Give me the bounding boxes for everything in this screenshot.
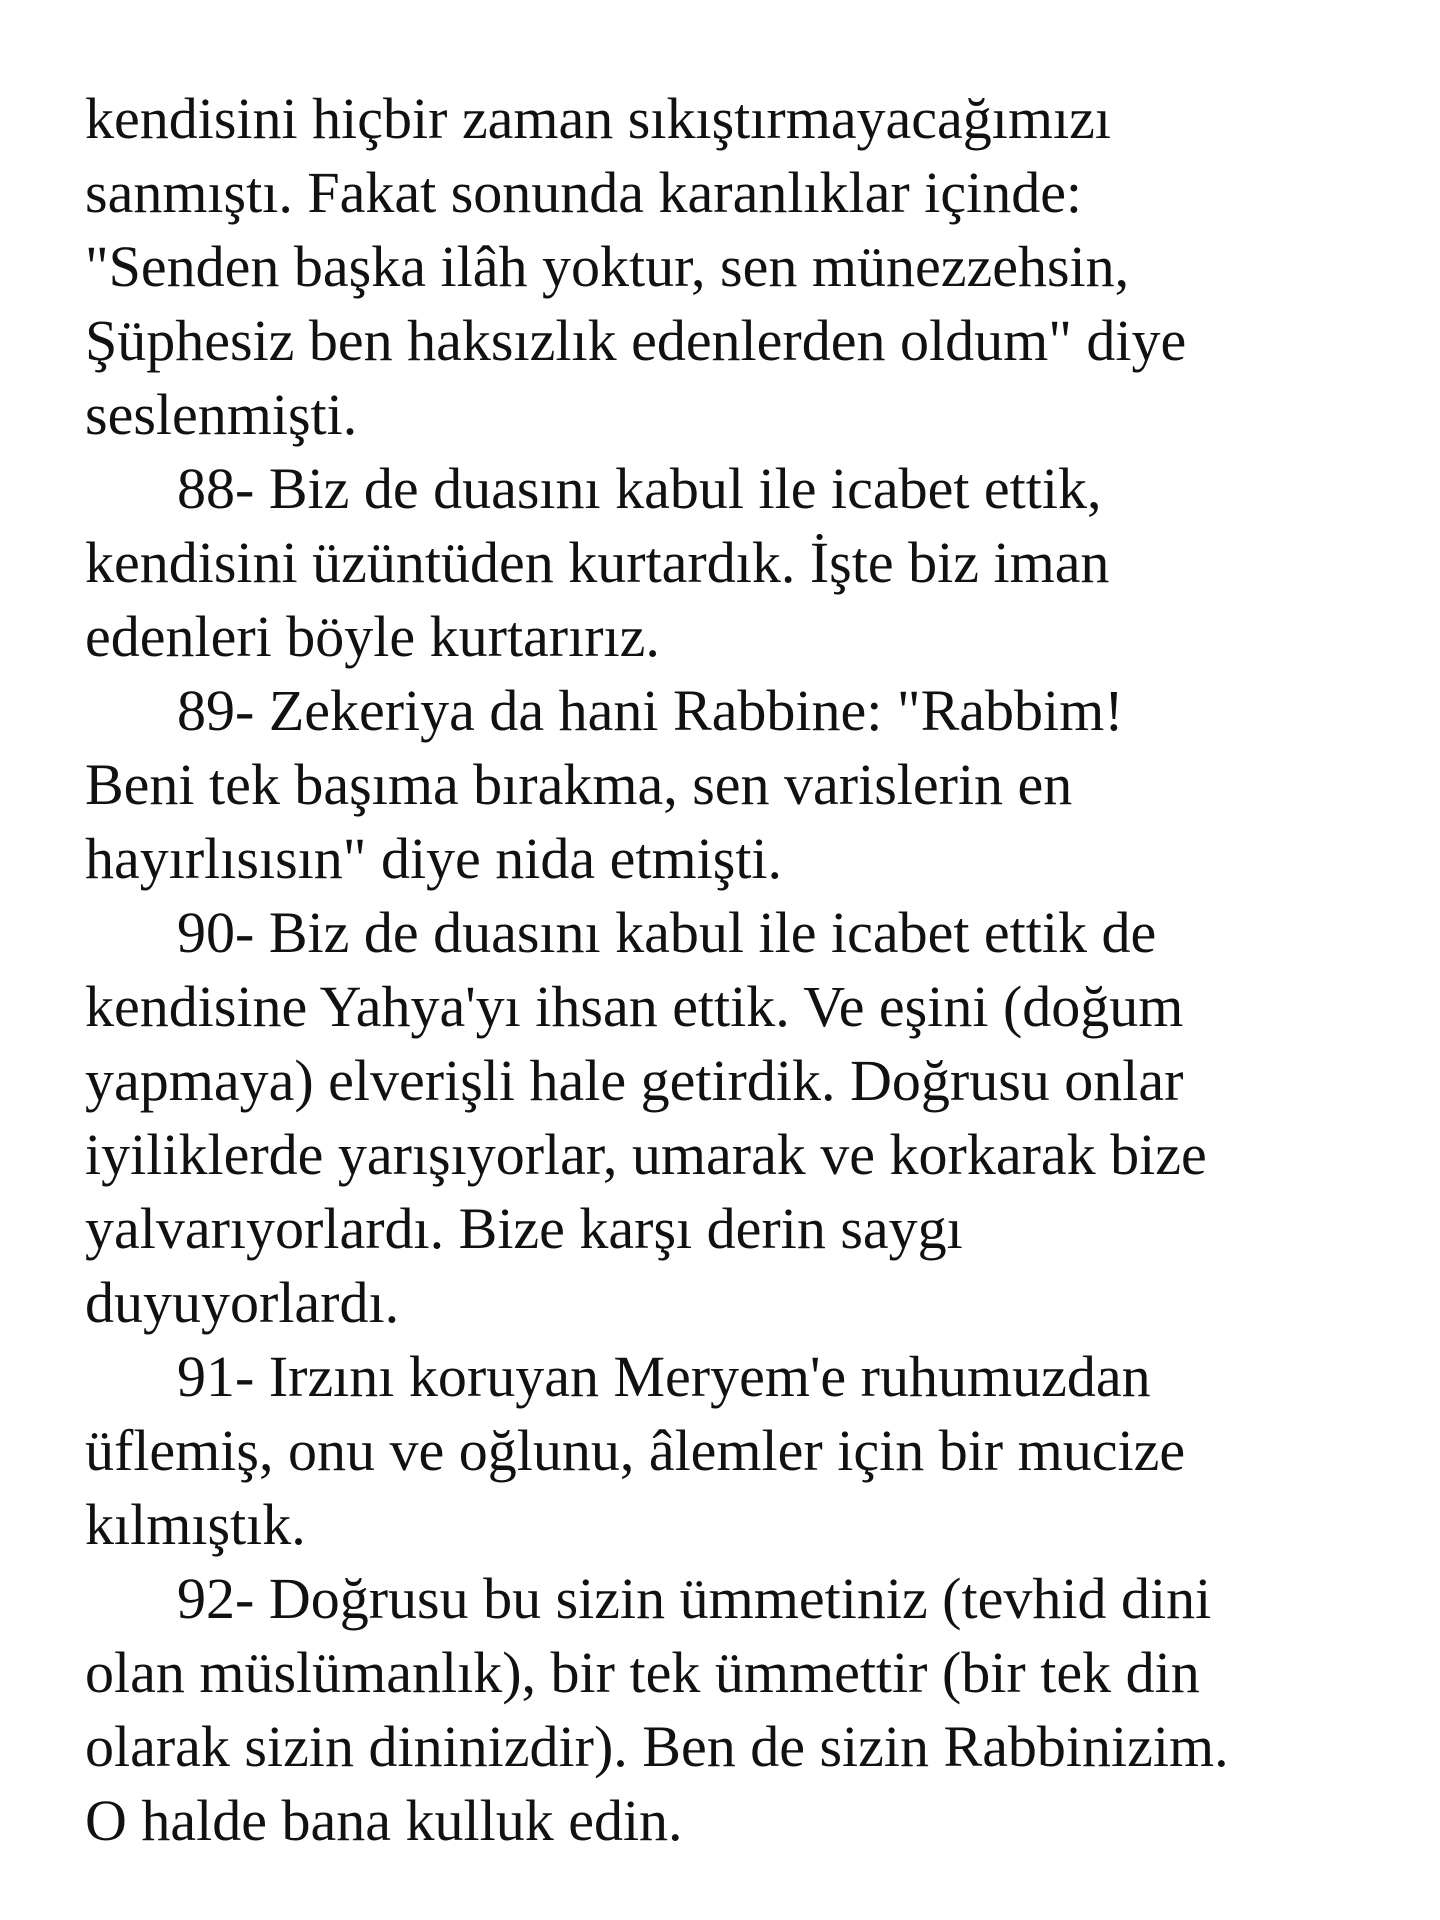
verse-89-start: 89- Zekeriya da hani Rabbine: "Rabbim!	[177, 678, 1124, 743]
verse-90-start: 90- Biz de duasını kabul ile icabet ettik de	[177, 900, 1157, 965]
text-line: yalvarıyorlardı. Bize karşı derin saygı	[85, 1196, 963, 1261]
text-line: olan müslümanlık), bir tek ümmettir (bir tek din	[85, 1640, 1200, 1705]
verse-92-start: 92- Doğrusu bu sizin ümmetiniz (tevhid dini	[177, 1566, 1212, 1631]
text-line: kendisini üzüntüden kurtardık. İşte biz iman	[85, 530, 1110, 595]
text-line: seslenmişti.	[85, 382, 358, 447]
body-text	[85, 82, 1415, 1858]
text-line: iyiliklerde yarışıyorlar, umarak ve korkarak bize	[85, 1122, 1207, 1187]
text-line: edenleri böyle kurtarırız.	[85, 604, 660, 669]
text-line: kendisini hiçbir zaman sıkıştırmayacağımızı	[85, 86, 1111, 151]
text-line: "Senden başka ilâh yoktur, sen münezzehsin,	[85, 234, 1130, 299]
text-line: kılmıştık.	[85, 1492, 306, 1557]
text-line: hayırlısısın" diye nida etmişti.	[85, 826, 783, 891]
text-line: olarak sizin dininizdir). Ben de sizin Rabbinizim.	[85, 1714, 1229, 1779]
verse-91-start: 91- Irzını koruyan Meryem'e ruhumuzdan	[177, 1344, 1151, 1409]
text-line: kendisine Yahya'yı ihsan ettik. Ve eşini (doğum	[85, 974, 1184, 1039]
text-line: O halde bana kulluk edin.	[85, 1788, 683, 1853]
text-line: üflemiş, onu ve oğlunu, âlemler için bir mucize	[85, 1418, 1186, 1483]
text-line: duyuyorlardı.	[85, 1270, 400, 1335]
verse-88-start: 88- Biz de duasını kabul ile icabet ettik,	[177, 456, 1102, 521]
text-line: Şüphesiz ben haksızlık edenlerden oldum" diye	[85, 308, 1187, 373]
text-line: yapmaya) elverişli hale getirdik. Doğrusu onlar	[85, 1048, 1184, 1113]
text-line: Beni tek başıma bırakma, sen varislerin en	[85, 752, 1073, 817]
text-line: sanmıştı. Fakat sonunda karanlıklar içinde:	[85, 160, 1083, 225]
